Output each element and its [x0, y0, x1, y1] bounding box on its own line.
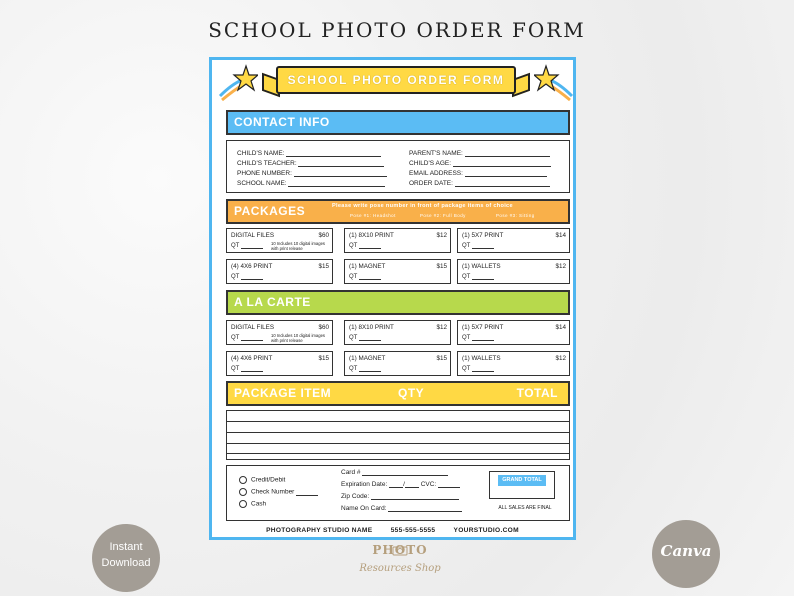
qt-label: QT: [231, 243, 240, 249]
item-price: $60: [318, 232, 329, 239]
instant-download-badge: Instant Download: [92, 524, 160, 592]
item-name: DIGITAL FILES: [231, 232, 275, 239]
card-number-field[interactable]: Card #: [341, 469, 448, 476]
contact-field-childs-teacher[interactable]: CHILD'S TEACHER:: [237, 160, 384, 167]
contact-field-email-address[interactable]: EMAIL ADDRESS:: [409, 170, 547, 177]
name-on-card-field[interactable]: Name On Card:: [341, 505, 462, 512]
item-name: (4) 4X6 PRINT: [231, 263, 273, 270]
qt-label: QT: [349, 274, 358, 280]
canva-badge: Canva: [652, 520, 720, 588]
qt-label: QT: [349, 335, 358, 341]
package-item-1[interactable]: [344, 228, 451, 253]
qt-label: QT: [462, 366, 471, 372]
all-sales-final: ALL SALES ARE FINAL: [498, 505, 552, 511]
qt-line[interactable]: [241, 340, 263, 341]
photo-resources-logo: PHOTO Resources Shop: [359, 543, 441, 574]
contact-field-parents-name[interactable]: PARENT'S NAME:: [409, 150, 550, 157]
item-name: (1) 5X7 PRINT: [462, 232, 504, 239]
pose-3: Pose #3: Sitting: [496, 213, 535, 218]
contact-field-childs-name[interactable]: CHILD'S NAME:: [237, 150, 381, 157]
star-icon: [534, 62, 574, 102]
contact-box: [226, 140, 570, 193]
form-banner: SCHOOL PHOTO ORDER FORM: [276, 66, 516, 94]
alacarte-section-header: A LA CARTE: [226, 290, 570, 315]
alacarte-item-0[interactable]: [226, 320, 333, 345]
payment-option-credit[interactable]: Credit/Debit: [239, 476, 285, 484]
qt-label: QT: [349, 366, 358, 372]
qt-line[interactable]: [359, 371, 381, 372]
radio-icon[interactable]: [239, 476, 247, 484]
package-item-4[interactable]: [344, 259, 451, 284]
packages-instruction: Please write pose number in front of package items of choice: [332, 203, 513, 209]
qt-label: QT: [462, 243, 471, 249]
alacarte-item-2[interactable]: [457, 320, 570, 345]
order-table-header: PACKAGE ITEM QTY TOTAL: [226, 381, 570, 406]
contact-field-order-date[interactable]: ORDER DATE:: [409, 180, 550, 187]
pose-1: Pose #1: Headshot: [350, 213, 396, 218]
package-item-2[interactable]: [457, 228, 570, 253]
contact-field-school-name[interactable]: SCHOOL NAME:: [237, 180, 385, 187]
package-item-5[interactable]: [457, 259, 570, 284]
qt-line[interactable]: [472, 279, 494, 280]
alacarte-item-3[interactable]: [226, 351, 333, 376]
item-price: $60: [318, 324, 329, 331]
item-name: (1) 8X10 PRINT: [349, 324, 394, 331]
radio-icon[interactable]: [239, 488, 247, 496]
payment-box: [226, 465, 570, 521]
qt-line[interactable]: [241, 279, 263, 280]
order-form-sheet: [209, 57, 576, 540]
item-price: $14: [555, 232, 566, 239]
page-title: SCHOOL PHOTO ORDER FORM: [208, 18, 586, 42]
qt-label: QT: [462, 335, 471, 341]
item-name: (1) MAGNET: [349, 355, 386, 362]
contact-field-childs-age[interactable]: CHILD'S AGE:: [409, 160, 551, 167]
star-icon: [218, 62, 258, 102]
qt-line[interactable]: [241, 248, 263, 249]
package-item-0[interactable]: [226, 228, 333, 253]
expiration-field[interactable]: Expiration Date: / CVC:: [341, 481, 460, 488]
item-price: $15: [318, 263, 329, 270]
camera-icon: [392, 544, 408, 556]
qt-label: QT: [462, 274, 471, 280]
item-name: DIGITAL FILES: [231, 324, 275, 331]
radio-icon[interactable]: [239, 500, 247, 508]
item-name: (1) 5X7 PRINT: [462, 324, 504, 331]
package-item-3[interactable]: [226, 259, 333, 284]
item-name: (1) MAGNET: [349, 263, 386, 270]
packages-section-header: PACKAGES Please write pose number in front of package items of choice Pose #1: Headshot Pose #2: Full Body Pose #3: Sitting: [226, 199, 570, 224]
qt-label: QT: [349, 243, 358, 249]
item-price: $12: [555, 263, 566, 270]
qt-line[interactable]: [472, 248, 494, 249]
qt-label: QT: [231, 274, 240, 280]
item-name: (4) 4X6 PRINT: [231, 355, 273, 362]
qt-line[interactable]: [241, 371, 263, 372]
item-name: (1) WALLETS: [462, 263, 501, 270]
contact-field-phone-number[interactable]: PHONE NUMBER:: [237, 170, 387, 177]
studio-footer: PHOTOGRAPHY STUDIO NAME 555-555-5555 YOURSTUDIO.COM: [266, 527, 519, 534]
pose-2: Pose #2: Full Body: [420, 213, 466, 218]
contact-section-header: CONTACT INFO: [226, 110, 570, 135]
payment-option-check[interactable]: Check Number: [239, 488, 318, 496]
item-price: $14: [555, 324, 566, 331]
qt-line[interactable]: [472, 371, 494, 372]
item-note: 10 Includes 10 digital images with print release: [271, 333, 326, 343]
qt-line[interactable]: [359, 279, 381, 280]
qt-line[interactable]: [359, 340, 381, 341]
item-name: (1) WALLETS: [462, 355, 501, 362]
zip-code-field[interactable]: Zip Code:: [341, 493, 459, 500]
qt-label: QT: [231, 366, 240, 372]
item-price: $15: [436, 355, 447, 362]
item-price: $12: [436, 232, 447, 239]
item-price: $15: [436, 263, 447, 270]
alacarte-item-4[interactable]: [344, 351, 451, 376]
payment-option-cash[interactable]: Cash: [239, 500, 266, 508]
order-table-body: [226, 410, 570, 460]
item-price: $12: [555, 355, 566, 362]
item-price: $12: [436, 324, 447, 331]
grand-total-box: [489, 471, 555, 499]
alacarte-item-5[interactable]: [457, 351, 570, 376]
qt-line[interactable]: [359, 248, 381, 249]
qt-line[interactable]: [472, 340, 494, 341]
item-name: (1) 8X10 PRINT: [349, 232, 394, 239]
qt-label: QT: [231, 335, 240, 341]
alacarte-item-1[interactable]: [344, 320, 451, 345]
item-note: 10 Includes 10 digital images with print release: [271, 241, 326, 251]
grand-total-label: GRAND TOTAL: [498, 475, 546, 486]
item-price: $15: [318, 355, 329, 362]
